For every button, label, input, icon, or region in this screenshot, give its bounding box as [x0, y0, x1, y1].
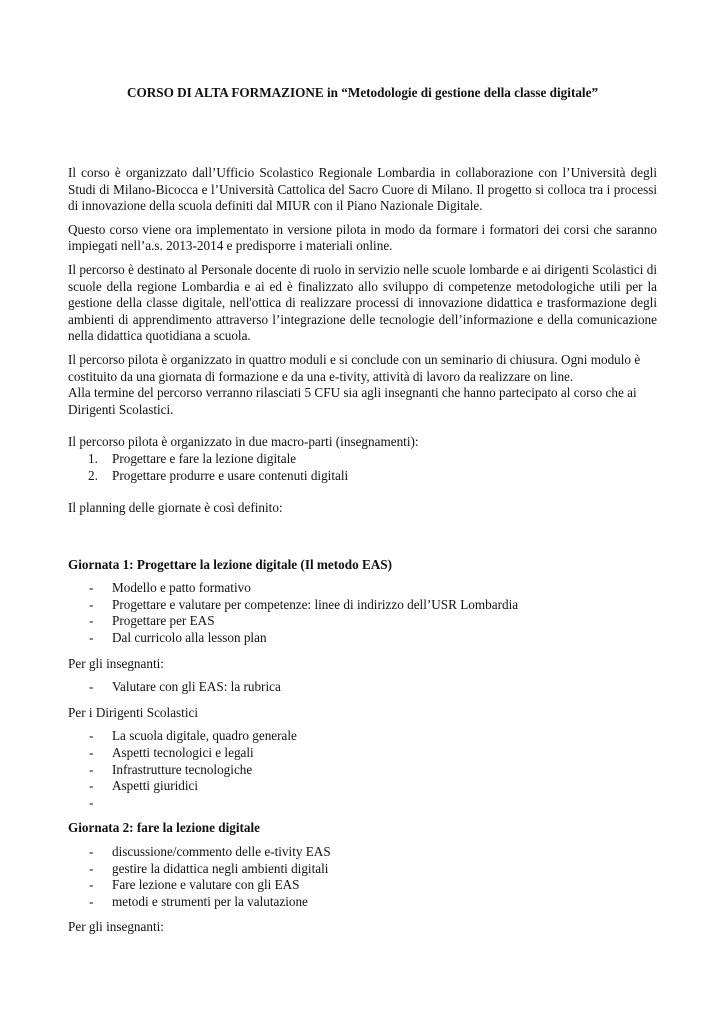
paragraph-credits: Alla termine del percorso verranno rilasciati 5 CFU sia agli insegnanti che hanno partecipato al corso che ai Dirigenti Scolastici. — [68, 385, 637, 417]
list-number: 2. — [88, 467, 98, 483]
giornata-2-list — [68, 844, 657, 910]
list-item — [68, 451, 657, 468]
giornata-1-principals-list — [68, 728, 657, 811]
paragraph-planning: Il planning delle giornate è così definito: — [68, 500, 283, 516]
dash-bullet: - — [89, 580, 94, 596]
list-item-text: Dal curricolo alla lesson plan — [112, 630, 267, 646]
paragraph-macro-parts: Il percorso pilota è organizzato in due macro-parti (insegnamenti): — [68, 434, 419, 450]
dash-bullet: - — [89, 860, 94, 876]
giornata-1-teachers-list — [68, 679, 657, 696]
list-item-text: discussione/commento delle e-tivity EAS — [112, 844, 331, 859]
dash-bullet: - — [89, 679, 94, 695]
paragraph-pilot: Questo corso viene ora implementato in versione pilota in modo da formare i formatori dei corsi che saranno impiegati nell’a.s. 2013-2014 e predisporre i materiali online. — [68, 221, 657, 254]
giornata-1-list — [68, 580, 657, 646]
dash-bullet: - — [89, 630, 94, 646]
dash-bullet: - — [89, 745, 94, 761]
list-item — [68, 844, 657, 861]
dash-bullet: - — [89, 761, 94, 777]
giornata-2-teachers-label: Per gli insegnanti: — [68, 919, 164, 935]
list-item-text: metodi e strumenti per la valutazione — [112, 893, 308, 909]
list-item — [68, 580, 657, 597]
giornata-2-heading: Giornata 2: fare la lezione digitale — [68, 820, 261, 836]
dash-bullet: - — [89, 778, 94, 794]
list-item-text: Infrastrutture tecnologiche — [112, 761, 253, 777]
list-item-text: Progettare produrre e usare contenuti digitali — [112, 467, 349, 483]
dash-bullet: - — [89, 877, 94, 893]
dash-bullet: - — [89, 596, 94, 612]
list-item — [68, 630, 657, 647]
list-item-text: Valutare con gli EAS: la rubrica — [112, 679, 281, 695]
list-item — [68, 894, 657, 911]
list-item — [68, 745, 657, 762]
list-item-text: Fare lezione e valutare con gli EAS — [112, 877, 300, 893]
list-number: 1. — [88, 450, 98, 466]
list-item — [68, 468, 657, 485]
list-item — [68, 778, 657, 795]
list-item — [68, 762, 657, 779]
list-item-text: Progettare per EAS — [112, 613, 215, 629]
list-item — [68, 795, 657, 812]
giornata-1-heading: Giornata 1: Progettare la lezione digitale (Il metodo EAS) — [68, 556, 393, 572]
list-item-text: gestire la didattica negli ambienti digitali — [112, 860, 329, 876]
document-title: CORSO DI ALTA FORMAZIONE in “Metodologie di gestione della classe digitale” — [126, 85, 599, 100]
dash-bullet: - — [89, 794, 94, 810]
spacer — [68, 524, 657, 557]
paragraph-intro: Il corso è organizzato dall’Ufficio Scolastico Regionale Lombardia in collaborazione con l’Università degli Studi di Milano-Bicocca e l’Università Cattolica del Sacro Cuore di Milano. Il progetto si colloca tra i processi di innovazione della scuola definiti dal MIUR con il Piano Nazionale Digitale. — [68, 165, 657, 214]
list-item-text: Aspetti giuridici — [112, 778, 199, 794]
list-item-text: Modello e patto formativo — [112, 580, 251, 596]
list-item — [68, 597, 657, 614]
list-item — [68, 613, 657, 630]
dash-bullet: - — [89, 893, 94, 909]
list-item-text: Progettare e valutare per competenze: linee di indirizzo dell’USR Lombardia — [112, 596, 519, 612]
giornata-1-teachers-label: Per gli insegnanti: — [68, 655, 164, 671]
list-item — [68, 728, 657, 745]
list-item — [68, 679, 657, 696]
paragraph-modules: Il percorso pilota è organizzato in quattro moduli e si conclude con un seminario di chiusura. Ogni modulo è costituito da una giornata di formazione e da una e-tivity, attività di lavoro da realizzare on line. — [68, 351, 641, 384]
dash-bullet: - — [89, 728, 94, 744]
list-item — [68, 877, 657, 894]
dash-bullet: - — [89, 613, 94, 629]
list-item-text: Aspetti tecnologici e legali — [112, 745, 254, 761]
list-item — [68, 861, 657, 878]
paragraph-target: Il percorso è destinato al Personale docente di ruolo in servizio nelle scuole lombarde e ai dirigenti Scolastici di scuole della regione Lombardia e ai ed è finalizzato allo sviluppo di competenze metodologiche utili per la gestione della classe digitale, nell'ottica di realizzare processi di innovazione didattica e trasformazione degli ambienti di apprendimento attraverso l’integrazione delle tecnologie dell’informazione e della comunicazione nella didattica quotidiana a scuola. — [68, 261, 657, 344]
macro-parts-list — [68, 451, 657, 484]
dash-bullet: - — [89, 844, 94, 859]
list-item-text: Progettare e fare la lezione digitale — [112, 450, 297, 466]
list-item-text: La scuola digitale, quadro generale — [112, 728, 297, 744]
document-body — [68, 165, 657, 943]
giornata-1-principals-label: Per i Dirigenti Scolastici — [68, 704, 199, 720]
